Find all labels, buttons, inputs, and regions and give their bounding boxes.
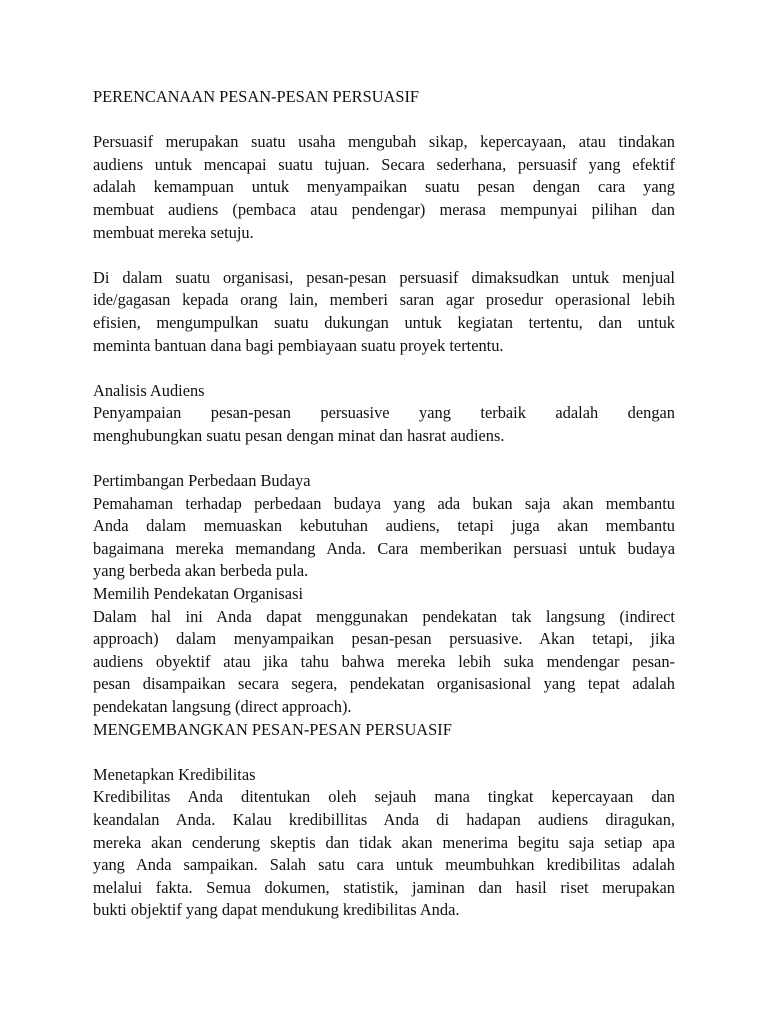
paragraph-line: adalah kemampuan untuk menyampaikan suatu pesan dengan cara yang <box>93 177 675 197</box>
paragraph-line: Pemahaman terhadap perbedaan budaya yang ada bukan saja akan membantu <box>93 493 675 513</box>
paragraph-line: audiens untuk mencapai suatu tujuan. Secara sederhana, persuasif yang efektif <box>93 154 675 174</box>
heading-analisis-audiens: Analisis Audiens <box>93 380 205 400</box>
heading-perbedaan-budaya: Pertimbangan Perbedaan Budaya <box>93 471 311 491</box>
paragraph-line: pesan disampaikan secara segera, pendekatan organisasional yang tepat adalah <box>93 674 675 694</box>
paragraph-kredibilitas <box>93 786 675 922</box>
paragraph-line: Kredibilitas Anda ditentukan oleh sejauh mana tingkat kepercayaan dan <box>93 787 675 807</box>
paragraph-pendekatan-organisasi <box>93 606 675 719</box>
paragraph-line: mereka akan cenderung skeptis dan tidak akan menerima begitu saja setiap apa <box>93 832 675 852</box>
paragraph-gap <box>93 741 675 764</box>
heading-pendekatan-organisasi: Memilih Pendekatan Organisasi <box>93 584 304 604</box>
paragraph-persuasif-definition <box>93 131 675 244</box>
paragraph-organisasi <box>93 267 675 357</box>
paragraph-line: bagaimana mereka memandang Anda. Cara memberikan persuasi untuk budaya <box>93 538 675 558</box>
document-page <box>93 86 675 922</box>
paragraph-line: keandalan Anda. Kalau kredibillitas Anda di hadapan audiens diragukan, <box>93 810 675 829</box>
paragraph-line: bukti objektif yang dapat mendukung kredibilitas Anda. <box>93 900 460 920</box>
paragraph-line: Di dalam suatu organisasi, pesan-pesan persuasif dimaksudkan untuk menjual <box>93 267 675 287</box>
document-title: PERENCANAAN PESAN-PESAN PERSUASIF <box>93 87 420 106</box>
paragraph-line: audiens obyektif atau jika tahu bahwa mereka lebih suka mendengar pesan- <box>93 651 675 671</box>
paragraph-gap <box>93 448 675 471</box>
heading-kredibilitas: Menetapkan Kredibilitas <box>93 764 256 784</box>
paragraph-perbedaan-budaya <box>93 493 675 583</box>
paragraph-line: yang berbeda akan berbeda pula. <box>93 561 309 581</box>
paragraph-line: membuat audiens (pembaca atau pendengar) merasa mempunyai pilihan dan <box>93 199 675 219</box>
paragraph-line: pendekatan langsung (direct approach). <box>93 697 352 717</box>
paragraph-line: yang Anda sampaikan. Salah satu cara untuk meumbuhkan kredibilitas adalah <box>93 855 675 875</box>
paragraph-line: efisien, mengumpulkan suatu dukungan untuk kegiatan tertentu, dan untuk <box>93 312 675 332</box>
paragraph-line: membuat mereka setuju. <box>93 222 254 242</box>
paragraph-line: Persuasif merupakan suatu usaha mengubah sikap, kepercayaan, atau tindakan <box>93 132 675 152</box>
paragraph-line: Anda dalam memuaskan kebutuhan audiens, tetapi juga akan membantu <box>93 516 675 536</box>
paragraph-line: ide/gagasan kepada orang lain, memberi saran agar prosedur operasional lebih <box>93 290 675 310</box>
paragraph-line: melalui fakta. Semua dokumen, statistik, jaminan dan hasil riset merupakan <box>93 877 675 897</box>
paragraph-gap <box>93 244 675 267</box>
paragraph-line: meminta bantuan dana bagi pembiayaan suatu proyek tertentu. <box>93 335 504 355</box>
paragraph-line: Penyampaian pesan-pesan persuasive yang terbaik adalah dengan <box>93 403 675 423</box>
paragraph-analisis-audiens <box>93 402 675 447</box>
paragraph-line: approach) dalam menyampaikan pesan-pesan persuasive. Akan tetapi, jika <box>93 629 675 649</box>
paragraph-line: menghubungkan suatu pesan dengan minat dan hasrat audiens. <box>93 425 505 445</box>
paragraph-gap <box>93 357 675 380</box>
paragraph-gap <box>93 109 675 132</box>
heading-mengembangkan-pesan: MENGEMBANGKAN PESAN-PESAN PERSUASIF <box>93 719 452 739</box>
paragraph-line: Dalam hal ini Anda dapat menggunakan pendekatan tak langsung (indirect <box>93 606 675 626</box>
